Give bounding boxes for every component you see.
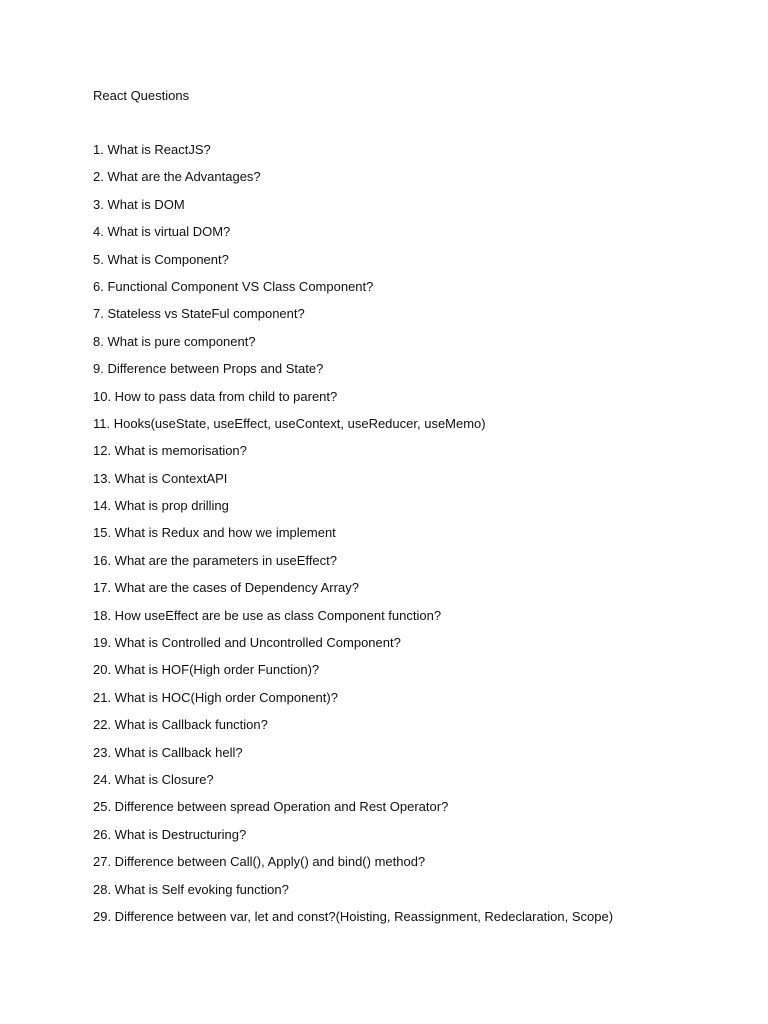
question-list (93, 141, 613, 935)
question-item: 16. What are the parameters in useEffect? (93, 552, 338, 568)
question-item: 13. What is ContextAPI (93, 470, 228, 486)
question-item: 2. What are the Advantages? (93, 169, 261, 185)
question-item: 27. Difference between Call(), Apply() and bind() method? (93, 854, 426, 870)
question-item: 8. What is pure component? (93, 333, 256, 349)
question-item: 5. What is Component? (93, 251, 229, 267)
question-item: 15. What is Redux and how we implement (93, 525, 336, 541)
question-item: 20. What is HOF(High order Function)? (93, 662, 320, 678)
question-item: 10. How to pass data from child to parent? (93, 388, 338, 404)
question-item: 14. What is prop drilling (93, 498, 229, 514)
question-item: 6. Functional Component VS Class Component? (93, 278, 374, 294)
question-item: 3. What is DOM (93, 196, 185, 212)
question-item: 29. Difference between var, let and const?(Hoisting, Reassignment, Redeclaration, Scope) (93, 908, 614, 924)
question-item: 11. Hooks(useState, useEffect, useContext, useReducer, useMemo) (93, 415, 486, 431)
question-item: 22. What is Callback function? (93, 717, 268, 733)
question-item: 24. What is Closure? (93, 771, 214, 787)
question-item: 21. What is HOC(High order Component)? (93, 689, 338, 705)
question-item: 26. What is Destructuring? (93, 826, 247, 842)
question-item: 12. What is memorisation? (93, 443, 247, 459)
document-title: React Questions (93, 88, 190, 103)
question-item: 23. What is Callback hell? (93, 744, 243, 760)
question-item: 4. What is virtual DOM? (93, 224, 231, 240)
question-item: 1. What is ReactJS? (93, 142, 211, 157)
question-item: 18. How useEffect are be use as class Component function? (93, 607, 442, 623)
question-item: 28. What is Self evoking function? (93, 881, 289, 897)
question-item: 7. Stateless vs StateFul component? (93, 306, 305, 322)
question-item: 9. Difference between Props and State? (93, 361, 324, 377)
question-item: 17. What are the cases of Dependency Array? (93, 580, 359, 596)
question-item: 19. What is Controlled and Uncontrolled Component? (93, 635, 401, 651)
question-item: 25. Difference between spread Operation and Rest Operator? (93, 799, 449, 815)
